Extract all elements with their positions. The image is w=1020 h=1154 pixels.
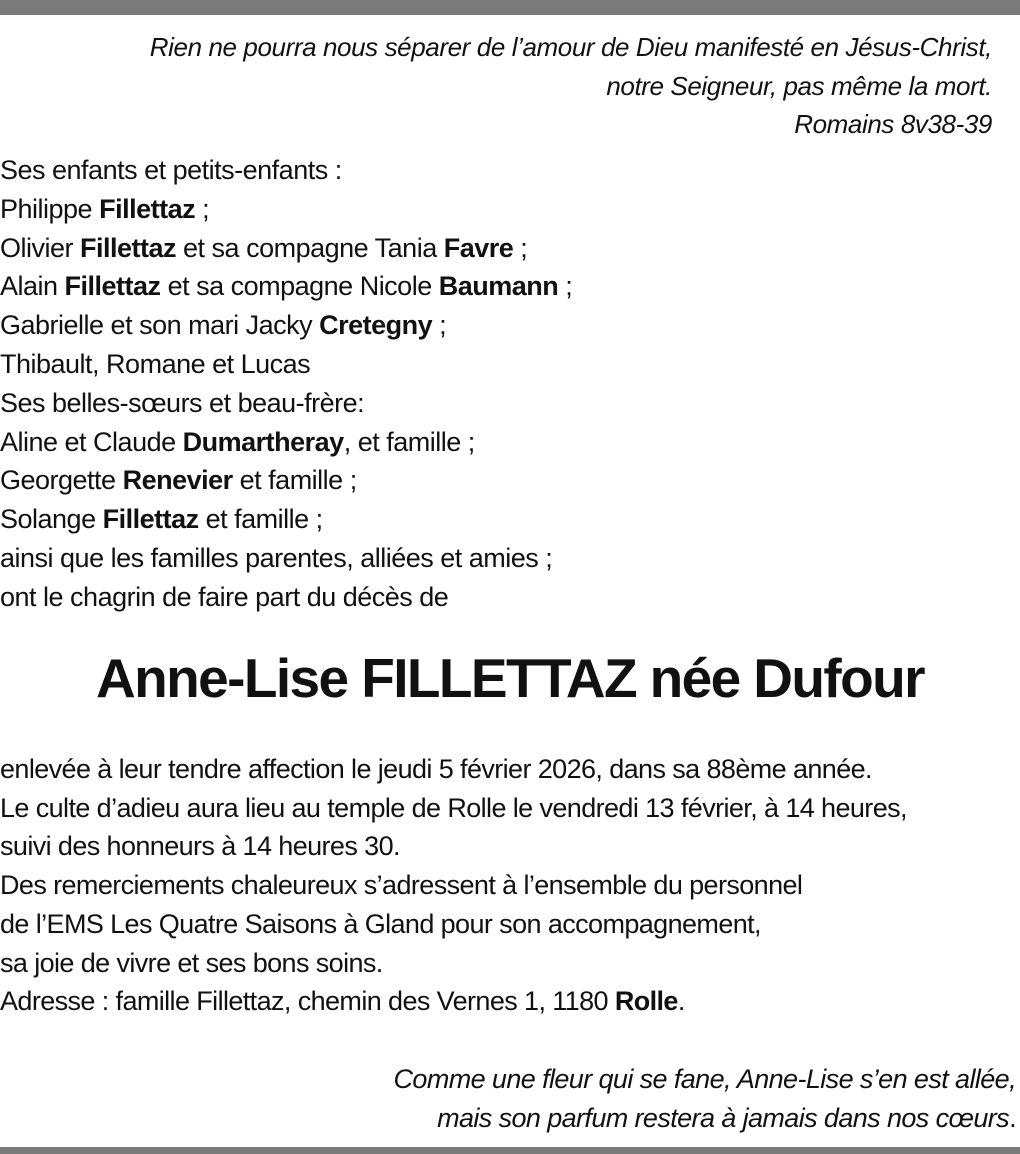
mourner-line: [0, 229, 572, 268]
mourner-line: [0, 423, 572, 462]
epigraph-line-2: notre Seigneur, pas même la mort.: [606, 70, 992, 101]
line-end: .: [1009, 1102, 1016, 1133]
surname: Fillettaz: [80, 232, 177, 263]
surname: Fillettaz: [99, 193, 196, 224]
line-end: ;: [195, 193, 210, 224]
deceased-name: Anne-Lise FILLETTAZ née Dufour: [96, 647, 924, 709]
epigraph: [150, 28, 992, 144]
surname: Favre: [443, 232, 514, 263]
address-line: [0, 982, 907, 1021]
line-end: ;: [432, 310, 447, 341]
relatives-line: ainsi que les familles parentes, alliées et amies ;: [0, 542, 553, 573]
closing-line-2: [394, 1099, 1016, 1138]
first-name: Olivier: [0, 232, 81, 263]
mourner-line: [0, 267, 572, 306]
surname: Fillettaz: [102, 504, 199, 535]
epigraph-reference: Romains 8v38-39: [794, 109, 992, 139]
announcement-line: ont le chagrin de faire part du décès de: [0, 581, 449, 612]
first-name: Georgette: [0, 465, 123, 496]
mourners-list: [0, 151, 572, 617]
address-city: Rolle: [614, 986, 678, 1017]
mourner-line: [0, 190, 572, 229]
details-line: sa joie de vivre et ses bons soins.: [0, 947, 383, 978]
details-line: enlevée à leur tendre affection le jeudi 5 février 2026, dans sa 88ème année.: [0, 754, 872, 784]
line-end: et famille ;: [198, 504, 323, 535]
surname: Cretegny: [319, 310, 433, 341]
first-name: Gabrielle et son mari Jacky: [0, 310, 320, 341]
inlaws-heading: Ses belles-sœurs et beau-frère:: [0, 387, 365, 418]
details-line: Le culte d’adieu aura lieu au temple de Rolle le vendredi 13 février, à 14 heures,: [0, 792, 907, 823]
line-end: .: [677, 986, 685, 1017]
mourner-line: [0, 500, 572, 539]
closing-verse: [394, 1060, 1016, 1137]
partner-text: et sa compagne Nicole: [160, 271, 439, 302]
first-name: Philippe: [0, 193, 100, 224]
line-end: , et famille ;: [343, 426, 475, 457]
line-end: ;: [513, 232, 528, 263]
details-line: suivi des honneurs à 14 heures 30.: [0, 831, 400, 862]
grandchildren-line: Thibault, Romane et Lucas: [0, 348, 311, 379]
first-name: Aline et Claude: [0, 426, 183, 457]
mourner-line: [0, 461, 572, 500]
closing-line-1: Comme une fleur qui se fane, Anne-Lise s’en est allée,: [393, 1064, 1016, 1094]
details-line: Des remerciements chaleureux s’adressent à l’ensemble du personnel: [0, 870, 803, 901]
address-text: Adresse : famille Fillettaz, chemin des Vernes 1, 1180: [0, 986, 615, 1017]
surname: Dumartheray: [182, 426, 344, 457]
surname: Renevier: [122, 465, 233, 496]
surname: Fillettaz: [64, 271, 161, 302]
mourner-line: [0, 306, 572, 345]
partner-text: et sa compagne Tania: [176, 232, 444, 263]
bottom-divider: [0, 1147, 1020, 1154]
first-name: Alain: [0, 271, 65, 302]
top-divider: [0, 0, 1020, 15]
details-line: de l’EMS Les Quatre Saisons à Gland pour son accompagnement,: [0, 908, 761, 939]
closing-text: mais son parfum restera à jamais dans nos cœurs: [437, 1102, 1010, 1133]
line-end: et famille ;: [232, 465, 357, 496]
first-name: Solange: [0, 504, 103, 535]
epigraph-line-1: Rien ne pourra nous séparer de l’amour de Dieu manifesté en Jésus-Christ,: [149, 32, 992, 62]
surname: Baumann: [438, 271, 559, 302]
children-heading: Ses enfants et petits-enfants :: [0, 155, 342, 185]
service-details: [0, 750, 907, 1021]
line-end: ;: [558, 271, 573, 302]
